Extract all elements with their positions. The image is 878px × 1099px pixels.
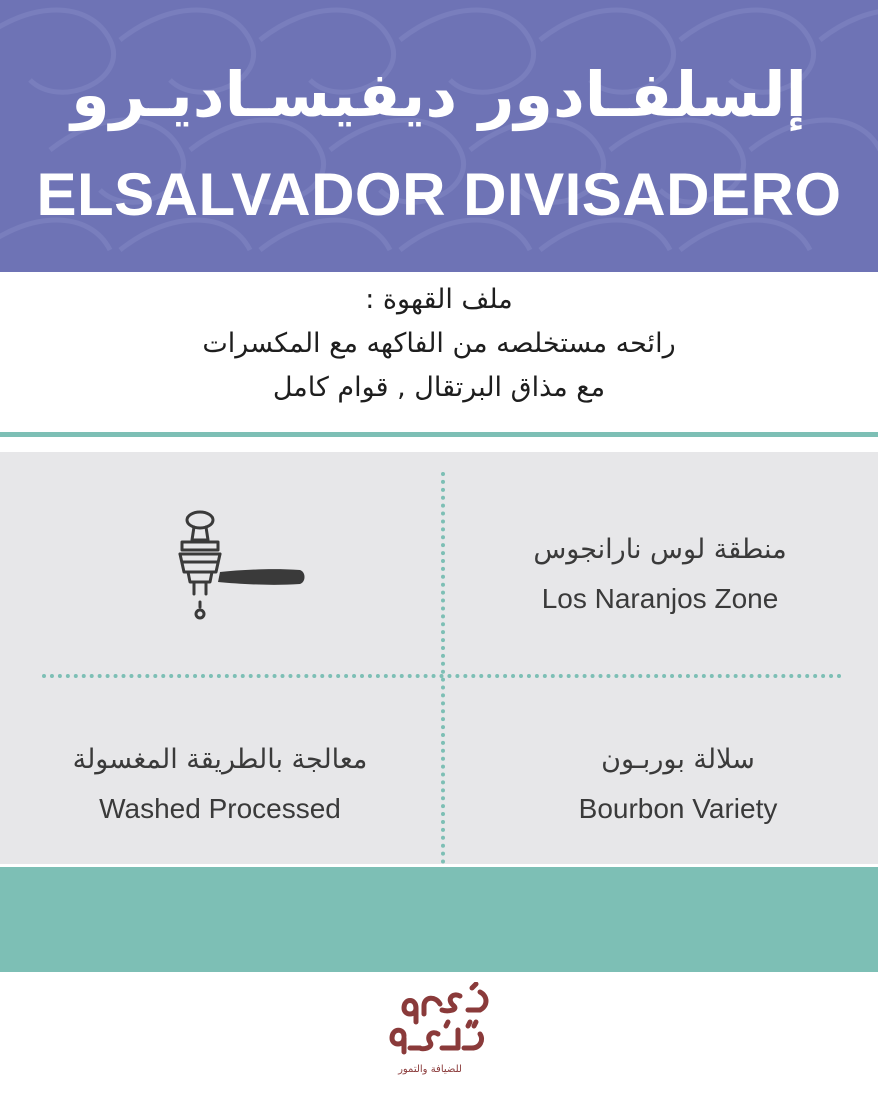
vertical-dotted-divider: [441, 472, 445, 864]
coffee-profile: [0, 282, 878, 406]
brand-tagline: للضيافة والتمور: [398, 1064, 462, 1075]
horizontal-dotted-divider: [42, 674, 842, 678]
variety-english: Bourbon Variety: [578, 793, 778, 824]
profile-heading: ملف القهوة :: [365, 284, 513, 315]
region-english: Los Naranjos Zone: [541, 583, 779, 614]
region-arabic: منطقة لوس نارانجوس: [533, 534, 787, 565]
profile-line-2: مع مذاق البرتقال , قوام كامل: [272, 372, 606, 403]
process-arabic: معالجة بالطريقة المغسولة: [72, 744, 368, 775]
teal-band: [0, 867, 878, 972]
region-cell: [460, 528, 860, 626]
profile-line-1: رائحه مستخلصه من الفاكهه مع المكسرات: [202, 328, 676, 359]
variety-cell: [478, 738, 878, 836]
coffee-name-english: ELSALVADOR DIVISADERO: [36, 161, 842, 228]
variety-arabic: سلالة بوربـون: [601, 744, 755, 775]
process-cell: [20, 738, 420, 836]
header-banner: [0, 0, 878, 272]
header-pattern: [0, 0, 878, 272]
process-english: Washed Processed: [99, 793, 341, 824]
divider-rule: [0, 432, 878, 437]
coffee-name-arabic: إلسلفـادور ديفيسـاديـرو: [71, 58, 807, 131]
espresso-portafilter-tamper-icon: [170, 510, 310, 630]
